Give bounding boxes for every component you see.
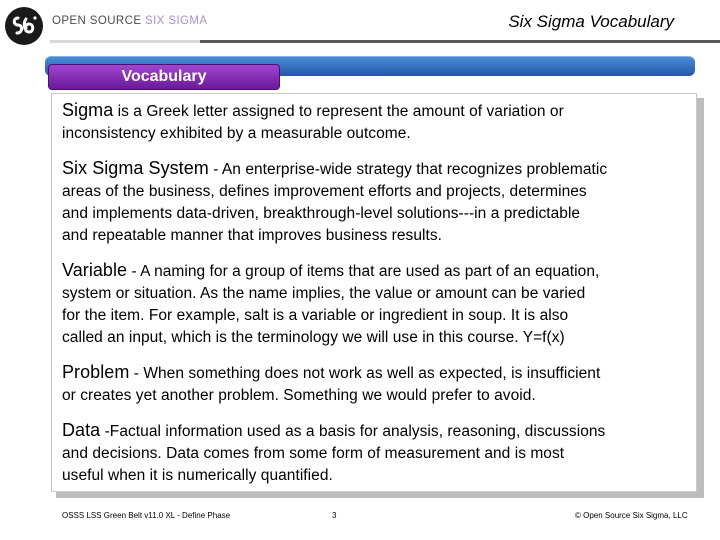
term-first-line (62, 99, 696, 123)
vocabulary-content-panel (51, 93, 697, 492)
term-name: Sigma (62, 100, 114, 120)
brand-text-primary: OPEN SOURCE (52, 15, 142, 27)
term-definition-line: useful when it is numerically quantified. (62, 467, 333, 484)
vocabulary-term (62, 361, 696, 407)
section-tab-label: Vocabulary (121, 68, 207, 85)
term-definition-line: and decisions. Data comes from some form of measurement and is most (62, 445, 565, 462)
term-name: Problem (62, 362, 130, 382)
term-spacer (62, 349, 696, 361)
term-definition-start: - An enterprise-wide strategy that recognizes problematic (208, 161, 608, 178)
term-definition-line: inconsistency exhibited by a measurable outcome. (62, 125, 411, 142)
term-spacer (62, 407, 696, 419)
footer-copyright: © Open Source Six Sigma, LLC (575, 511, 688, 520)
term-definition-line: areas of the business, defines improvement efforts and projects, determines (62, 183, 587, 200)
vocabulary-term (62, 419, 696, 487)
vocabulary-term (62, 99, 696, 145)
term-definition-line: and implements data-driven, breakthrough-level solutions---in a predictable (62, 205, 581, 222)
term-spacer (62, 145, 696, 157)
section-tab (48, 64, 280, 90)
vocabulary-term (62, 157, 696, 247)
vocabulary-term (62, 259, 696, 349)
term-name: Data (62, 420, 101, 440)
terms-list (62, 99, 696, 487)
term-definition-start: -Factual information used as a basis for analysis, reasoning, discussions (100, 423, 606, 440)
term-definition-line: or creates yet another problem. Something we would prefer to avoid. (62, 387, 536, 404)
title-divider-highlight (50, 40, 200, 43)
term-first-line (62, 157, 696, 181)
term-definition-start: - A naming for a group of items that are used as part of an equation, (127, 263, 600, 280)
term-name: Six Sigma System (62, 158, 209, 178)
slide-title: Six Sigma Vocabulary (508, 12, 674, 31)
term-name: Variable (62, 260, 128, 280)
footer-course-label: OSSS LSS Green Belt v11.0 XL - Define Phase (62, 511, 231, 520)
term-spacer (62, 247, 696, 259)
open-source-six-sigma-logo (4, 6, 44, 46)
term-first-line (62, 419, 696, 443)
term-first-line (62, 259, 696, 283)
term-definition-line: called an input, which is the terminology we will use in this course. Y=f(x) (62, 329, 565, 346)
brand-wordmark (52, 15, 207, 27)
term-first-line (62, 361, 696, 385)
brand-text-accent: SIX SIGMA (145, 15, 208, 27)
term-definition-line: for the item. For example, salt is a variable or ingredient in soup. It is also (62, 307, 569, 324)
term-definition-line: and repeatable manner that improves business results. (62, 227, 443, 244)
footer-page-number: 3 (332, 511, 337, 520)
term-definition-start: is a Greek letter assigned to represent the amount of variation or (113, 103, 564, 120)
term-definition-start: - When something does not work as well as expected, is insufficient (129, 365, 601, 382)
term-definition-line: system or situation. As the name implies, the value or amount can be varied (62, 285, 586, 302)
